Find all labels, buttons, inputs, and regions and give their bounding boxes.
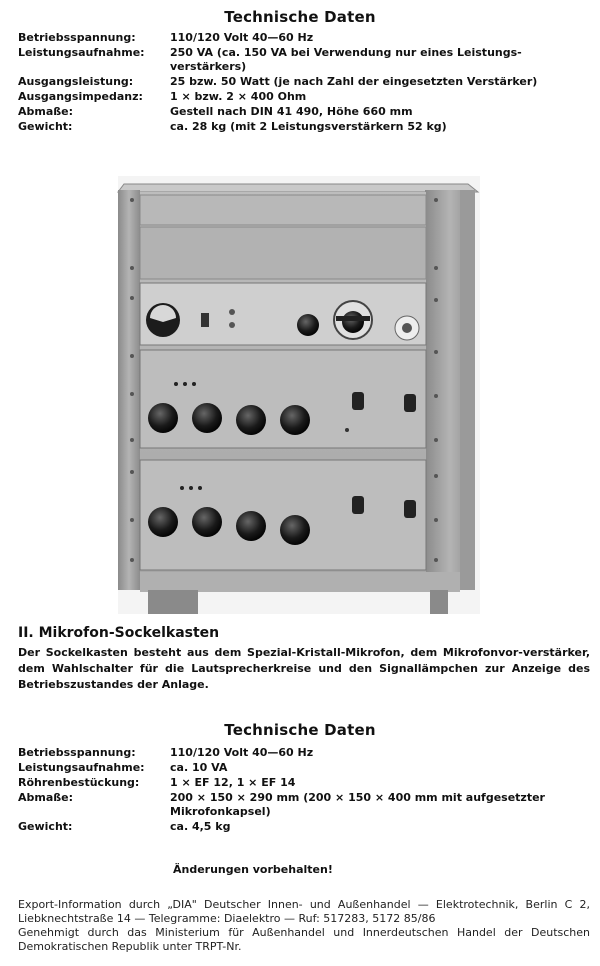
spec-label: Betriebsspannung: (18, 31, 136, 44)
spec-value: ca. 28 kg (mit 2 Leistungsverstärkern 52 kg) (170, 120, 447, 133)
spec-value: 1 × EF 12, 1 × EF 14 (170, 776, 296, 789)
section-title: II. Mikrofon-Sockelkasten (18, 625, 220, 641)
spec-label: Betriebsspannung: (18, 746, 136, 759)
spec-row (18, 761, 590, 775)
export-info: Export-Information durch „DIA" Deutscher Innen- und Außenhandel — Elektrotechnik, Berlin C 2, Liebknechtstraße 14 — Telegramme: Diaelektro — Ruf: 517283, 5172 85/86 (18, 898, 590, 925)
spec-value: ca. 4,5 kg (170, 820, 231, 833)
changes-note: Änderungen vorbehalten! (173, 863, 333, 876)
spec-row (18, 776, 590, 790)
spec-value: 1 × bzw. 2 × 400 Ohm (170, 90, 307, 103)
spec-value: Gestell nach DIN 41 490, Höhe 660 mm (170, 105, 413, 118)
spec-value: 200 × 150 × 290 mm (200 × 150 × 400 mm mit aufgesetzter Mikrofonkapsel) (170, 791, 545, 818)
spec-label: Ausgangsimpedanz: (18, 90, 143, 103)
spec-label: Abmaße: (18, 105, 74, 118)
spec-label: Leistungsaufnahme: (18, 761, 145, 774)
spec-value: 25 bzw. 50 Watt (je nach Zahl der eingesetzten Verstärker) (170, 75, 538, 88)
spec-value: 110/120 Volt 40—60 Hz (170, 31, 314, 44)
spec-label: Abmaße: (18, 791, 74, 804)
top-specs-title: Technische Daten (224, 8, 376, 26)
spec-label: Leistungsaufnahme: (18, 46, 145, 59)
footer (18, 898, 590, 954)
spec-label: Gewicht: (18, 120, 73, 133)
section-intro: Der Sockelkasten besteht aus dem Spezial-Kristall-Mikrofon, dem Mikrofonvor-verstärker, dem Wahlschalter für die Lautsprecherkreise und den Signallämpchen zur Anzeige des Betriebszustandes der Anlage. (18, 646, 590, 691)
spec-row (18, 791, 590, 819)
spec-value: ca. 10 VA (170, 761, 228, 774)
spec-value: 250 VA (ca. 150 VA bei Verwendung nur eines Leistungs-verstärkers) (170, 46, 522, 73)
spec-label: Ausgangsleistung: (18, 75, 134, 88)
spec-row (18, 820, 590, 834)
approval-info: Genehmigt durch das Ministerium für Außenhandel und Innerdeutschen Handel der Deutschen Demokratischen Republik unter TRPT-Nr. (18, 926, 590, 953)
spec-row (18, 746, 590, 760)
spec-label: Röhrenbestückung: (18, 776, 140, 789)
spec-label: Gewicht: (18, 820, 73, 833)
spec-value: 110/120 Volt 40—60 Hz (170, 746, 314, 759)
bottom-specs-table (18, 746, 590, 835)
bottom-specs-title: Technische Daten (224, 721, 376, 739)
